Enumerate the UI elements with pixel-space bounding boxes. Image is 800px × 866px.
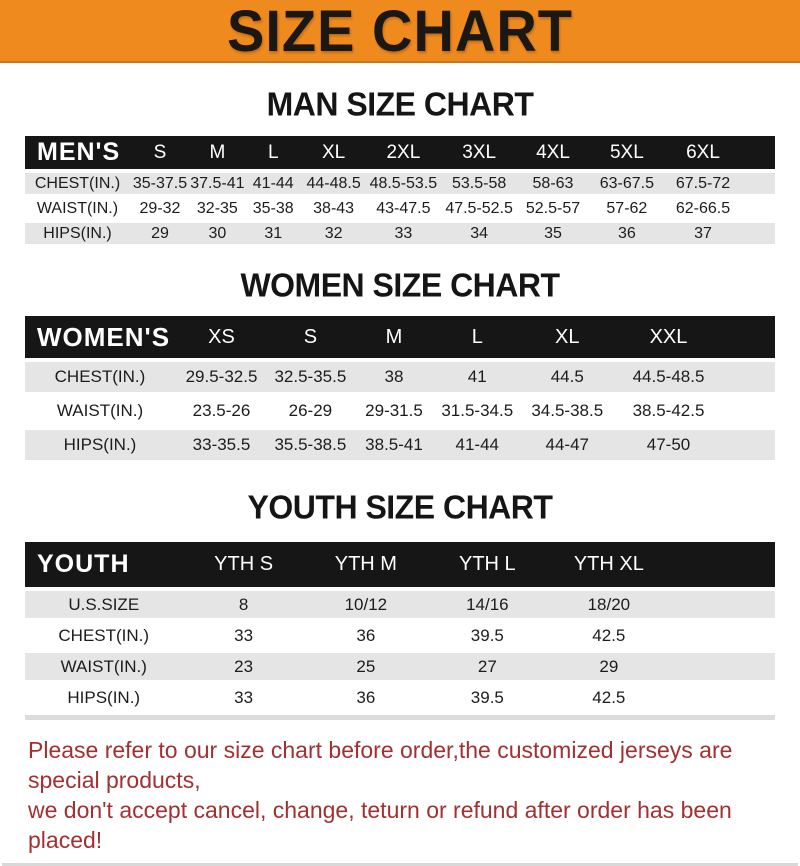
men-cell: 62-66.5 bbox=[665, 198, 742, 219]
youth-row-label: WAIST(IN.) bbox=[25, 653, 183, 680]
men-cell: 47.5-52.5 bbox=[441, 198, 517, 219]
footer-line-1: Please refer to our size chart before order,the customized jerseys are special products, bbox=[28, 737, 733, 793]
youth-cell: 8 bbox=[183, 591, 305, 618]
men-cell: 36 bbox=[589, 223, 665, 244]
women-section-heading: WOMEN SIZE CHART bbox=[240, 266, 560, 304]
men-cell: 32 bbox=[302, 223, 366, 244]
youth-cell: 27 bbox=[427, 653, 548, 680]
women-cell-filler bbox=[722, 362, 775, 392]
youth-cell-filler bbox=[670, 653, 775, 680]
men-column-header: L bbox=[245, 136, 302, 169]
youth-cell-filler bbox=[670, 591, 775, 618]
men-column-header: M bbox=[190, 136, 245, 169]
men-column-header: XL bbox=[302, 136, 366, 169]
women-cell-filler bbox=[722, 430, 775, 460]
men-cell: 53.5-58 bbox=[441, 173, 517, 194]
women-column-header: XXL bbox=[615, 316, 722, 358]
youth-table-row bbox=[25, 591, 775, 618]
youth-cell: 25 bbox=[305, 653, 427, 680]
men-table-row bbox=[25, 198, 775, 219]
women-cell: 26-29 bbox=[268, 396, 353, 426]
women-row-label: WAIST(IN.) bbox=[25, 396, 175, 426]
men-cell-filler bbox=[741, 173, 775, 194]
women-row-label: HIPS(IN.) bbox=[25, 430, 175, 460]
men-cell: 43-47.5 bbox=[366, 198, 442, 219]
youth-row-label: CHEST(IN.) bbox=[25, 622, 183, 649]
women-cell: 32.5-35.5 bbox=[268, 362, 353, 392]
men-column-header: 5XL bbox=[589, 136, 665, 169]
youth-cell: 39.5 bbox=[427, 622, 548, 649]
youth-cell: 36 bbox=[305, 622, 427, 649]
banner-title: SIZE CHART bbox=[227, 0, 573, 63]
men-cell: 37.5-41 bbox=[190, 173, 245, 194]
men-size-table bbox=[25, 132, 775, 248]
men-cell: 41-44 bbox=[245, 173, 302, 194]
women-table-row bbox=[25, 430, 775, 460]
women-corner-label: WOMEN'S bbox=[25, 316, 175, 358]
women-row-label: CHEST(IN.) bbox=[25, 362, 175, 392]
women-cell: 38.5-41 bbox=[353, 430, 436, 460]
women-column-header: S bbox=[268, 316, 353, 358]
women-column-header: XS bbox=[175, 316, 268, 358]
men-row-label: WAIST(IN.) bbox=[25, 198, 130, 219]
youth-section-heading: YOUTH SIZE CHART bbox=[247, 488, 553, 526]
men-cell: 52.5-57 bbox=[517, 198, 589, 219]
youth-table-row bbox=[25, 622, 775, 649]
women-column-header: L bbox=[435, 316, 519, 358]
men-column-header: 2XL bbox=[366, 136, 442, 169]
women-table-row bbox=[25, 362, 775, 392]
youth-cell: 36 bbox=[305, 684, 427, 711]
men-cell: 58-63 bbox=[517, 173, 589, 194]
men-cell: 57-62 bbox=[589, 198, 665, 219]
women-column-header: XL bbox=[519, 316, 615, 358]
youth-table-bottom-rule bbox=[25, 715, 775, 720]
men-column-header: 3XL bbox=[441, 136, 517, 169]
youth-cell-filler bbox=[670, 622, 775, 649]
men-cell-filler bbox=[741, 198, 775, 219]
youth-column-header: YTH XL bbox=[548, 542, 670, 587]
youth-column-header: YTH S bbox=[183, 542, 305, 587]
men-cell: 48.5-53.5 bbox=[366, 173, 442, 194]
men-cell: 31 bbox=[245, 223, 302, 244]
men-cell: 35-37.5 bbox=[130, 173, 190, 194]
youth-row-label: HIPS(IN.) bbox=[25, 684, 183, 711]
men-cell: 32-35 bbox=[190, 198, 245, 219]
youth-header-row bbox=[25, 542, 775, 587]
women-cell: 44-47 bbox=[519, 430, 615, 460]
men-corner-label: MEN'S bbox=[25, 136, 130, 169]
footer-line-2: we don't accept cancel, change, teturn or refund after order has been placed! bbox=[28, 797, 732, 853]
women-header-filler bbox=[722, 316, 775, 358]
women-table-row bbox=[25, 396, 775, 426]
women-cell: 23.5-26 bbox=[175, 396, 268, 426]
women-cell: 35.5-38.5 bbox=[268, 430, 353, 460]
men-cell: 37 bbox=[665, 223, 742, 244]
women-cell: 41 bbox=[435, 362, 519, 392]
women-cell: 34.5-38.5 bbox=[519, 396, 615, 426]
men-row-label: HIPS(IN.) bbox=[25, 223, 130, 244]
women-column-header: M bbox=[353, 316, 436, 358]
youth-column-header: YTH M bbox=[305, 542, 427, 587]
women-cell: 47-50 bbox=[615, 430, 722, 460]
youth-row-label: U.S.SIZE bbox=[25, 591, 183, 618]
youth-size-table bbox=[25, 538, 775, 715]
youth-cell: 33 bbox=[183, 684, 305, 711]
men-cell: 30 bbox=[190, 223, 245, 244]
youth-cell: 42.5 bbox=[548, 622, 670, 649]
men-column-header: S bbox=[130, 136, 190, 169]
men-table-row bbox=[25, 223, 775, 244]
men-column-header: 4XL bbox=[517, 136, 589, 169]
women-size-table bbox=[25, 312, 775, 464]
men-cell: 63-67.5 bbox=[589, 173, 665, 194]
women-cell: 29-31.5 bbox=[353, 396, 436, 426]
women-cell: 31.5-34.5 bbox=[435, 396, 519, 426]
men-cell: 29 bbox=[130, 223, 190, 244]
youth-cell: 14/16 bbox=[427, 591, 548, 618]
men-cell: 33 bbox=[366, 223, 442, 244]
youth-cell: 42.5 bbox=[548, 684, 670, 711]
men-header-row bbox=[25, 136, 775, 169]
youth-table-row bbox=[25, 653, 775, 680]
men-header-filler bbox=[741, 136, 775, 169]
women-cell: 44.5 bbox=[519, 362, 615, 392]
youth-header-filler bbox=[670, 542, 775, 587]
men-cell-filler bbox=[741, 223, 775, 244]
women-cell: 41-44 bbox=[435, 430, 519, 460]
youth-table-row bbox=[25, 684, 775, 711]
men-cell: 29-32 bbox=[130, 198, 190, 219]
men-cell: 44-48.5 bbox=[302, 173, 366, 194]
women-cell: 44.5-48.5 bbox=[615, 362, 722, 392]
women-cell-filler bbox=[722, 396, 775, 426]
women-cell: 38.5-42.5 bbox=[615, 396, 722, 426]
women-cell: 38 bbox=[353, 362, 436, 392]
men-cell: 35-38 bbox=[245, 198, 302, 219]
youth-column-header: YTH L bbox=[427, 542, 548, 587]
youth-cell-filler bbox=[670, 684, 775, 711]
men-table-row bbox=[25, 173, 775, 194]
men-cell: 67.5-72 bbox=[665, 173, 742, 194]
men-cell: 34 bbox=[441, 223, 517, 244]
men-row-label: CHEST(IN.) bbox=[25, 173, 130, 194]
men-section-heading: MAN SIZE CHART bbox=[266, 85, 534, 123]
banner bbox=[0, 0, 800, 63]
women-header-row bbox=[25, 316, 775, 358]
women-cell: 33-35.5 bbox=[175, 430, 268, 460]
youth-cell: 18/20 bbox=[548, 591, 670, 618]
youth-corner-label: YOUTH bbox=[25, 542, 183, 587]
youth-cell: 33 bbox=[183, 622, 305, 649]
youth-cell: 10/12 bbox=[305, 591, 427, 618]
youth-cell: 39.5 bbox=[427, 684, 548, 711]
youth-cell: 29 bbox=[548, 653, 670, 680]
men-cell: 38-43 bbox=[302, 198, 366, 219]
footer-note bbox=[0, 735, 800, 855]
men-cell: 35 bbox=[517, 223, 589, 244]
men-column-header: 6XL bbox=[665, 136, 742, 169]
youth-cell: 23 bbox=[183, 653, 305, 680]
women-cell: 29.5-32.5 bbox=[175, 362, 268, 392]
